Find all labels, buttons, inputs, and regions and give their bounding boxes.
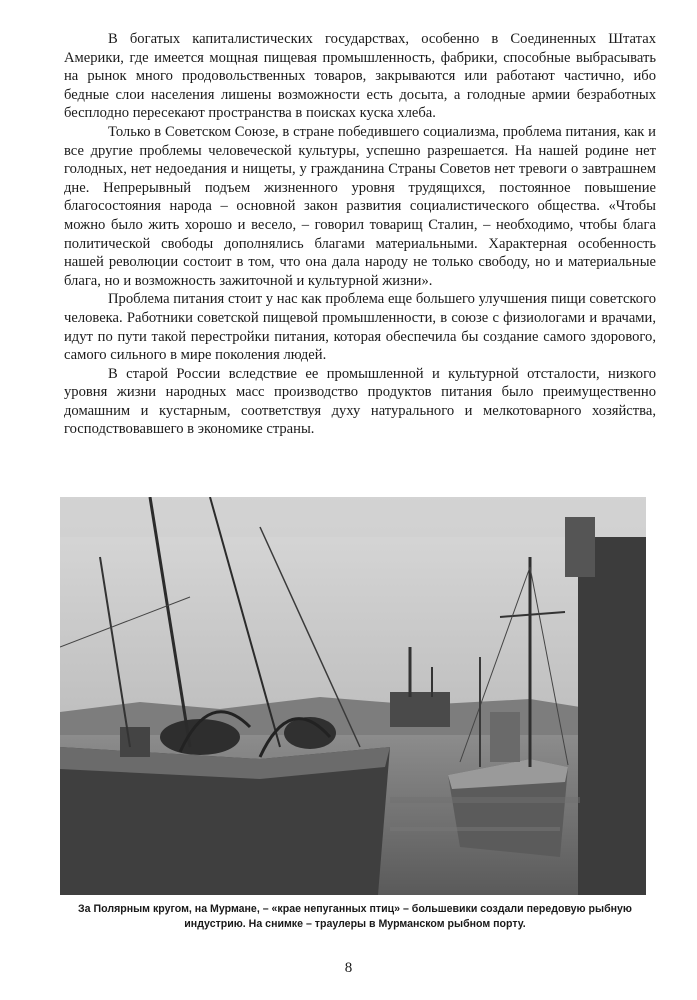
paragraph-4: В старой России вследствие ее промышленной и культурной отсталости, низкого уровня жизни народных масс производство продуктов питания было преимущественно домашним и кустарным, соответствуя духу натурального и мелкотоварного хозяйства, господствовавшего в экономике страны. (64, 365, 656, 438)
trawlers-photo (60, 497, 646, 895)
paragraph-3: Проблема питания стоит у нас как проблема еще большего улучшения пищи советского человека. Работники советской пищевой промышленности, в союзе с физиологами и врачами, идут по пути такой перестройки питания, которая обеспечила бы создание самого здорового, самого сильного в мире поколения людей. (64, 291, 656, 364)
page-number: 8 (344, 960, 353, 976)
body-text (64, 30, 656, 439)
paragraph-2: Только в Советском Союзе, в стране победившего социализма, проблема питания, как и все другие проблемы человеческой культуры, успешно разрешается. На нашей родине нет голодных, нет недоедания и нищеты, у гражданина Страны Советов нет тревоги о завтрашнем дне. Непрерывный подъем жизненного уровня трудящихся, постоянное повышение благосостояния народа – основной закон развития социалистического общества. «Чтобы можно было жить хорошо и весело, – говорил товарищ Сталин, – необходимо, чтобы блага политической свободы дополнялись благами материальными. Характерная особенность нашей революции состоит в том, что она дала народу не только свободу, но и материальные блага, но и возможность зажиточной и культурной жизни». (64, 123, 656, 289)
paragraph-1: В богатых капиталистических государствах, особенно в Соединенных Штатах Америки, где имеется мощная пищевая промышленность, фабрики, способные выбрасывать на рынок много продовольственных товаров, закрываются или работают частично, ибо бедные слои населения лишены возможности есть досыта, а голодные армии безработных бесплодно пересекают пространства в поисках куска хлеба. (64, 31, 656, 122)
photo-caption: За Полярным кругом, на Мурмане, – «крае непуганных птиц» – большевики создали передовую рыбную индустрию. На снимке – траулеры в Мурманском рыбном порту. (78, 903, 632, 930)
harbor-photo-illustration (60, 497, 646, 895)
